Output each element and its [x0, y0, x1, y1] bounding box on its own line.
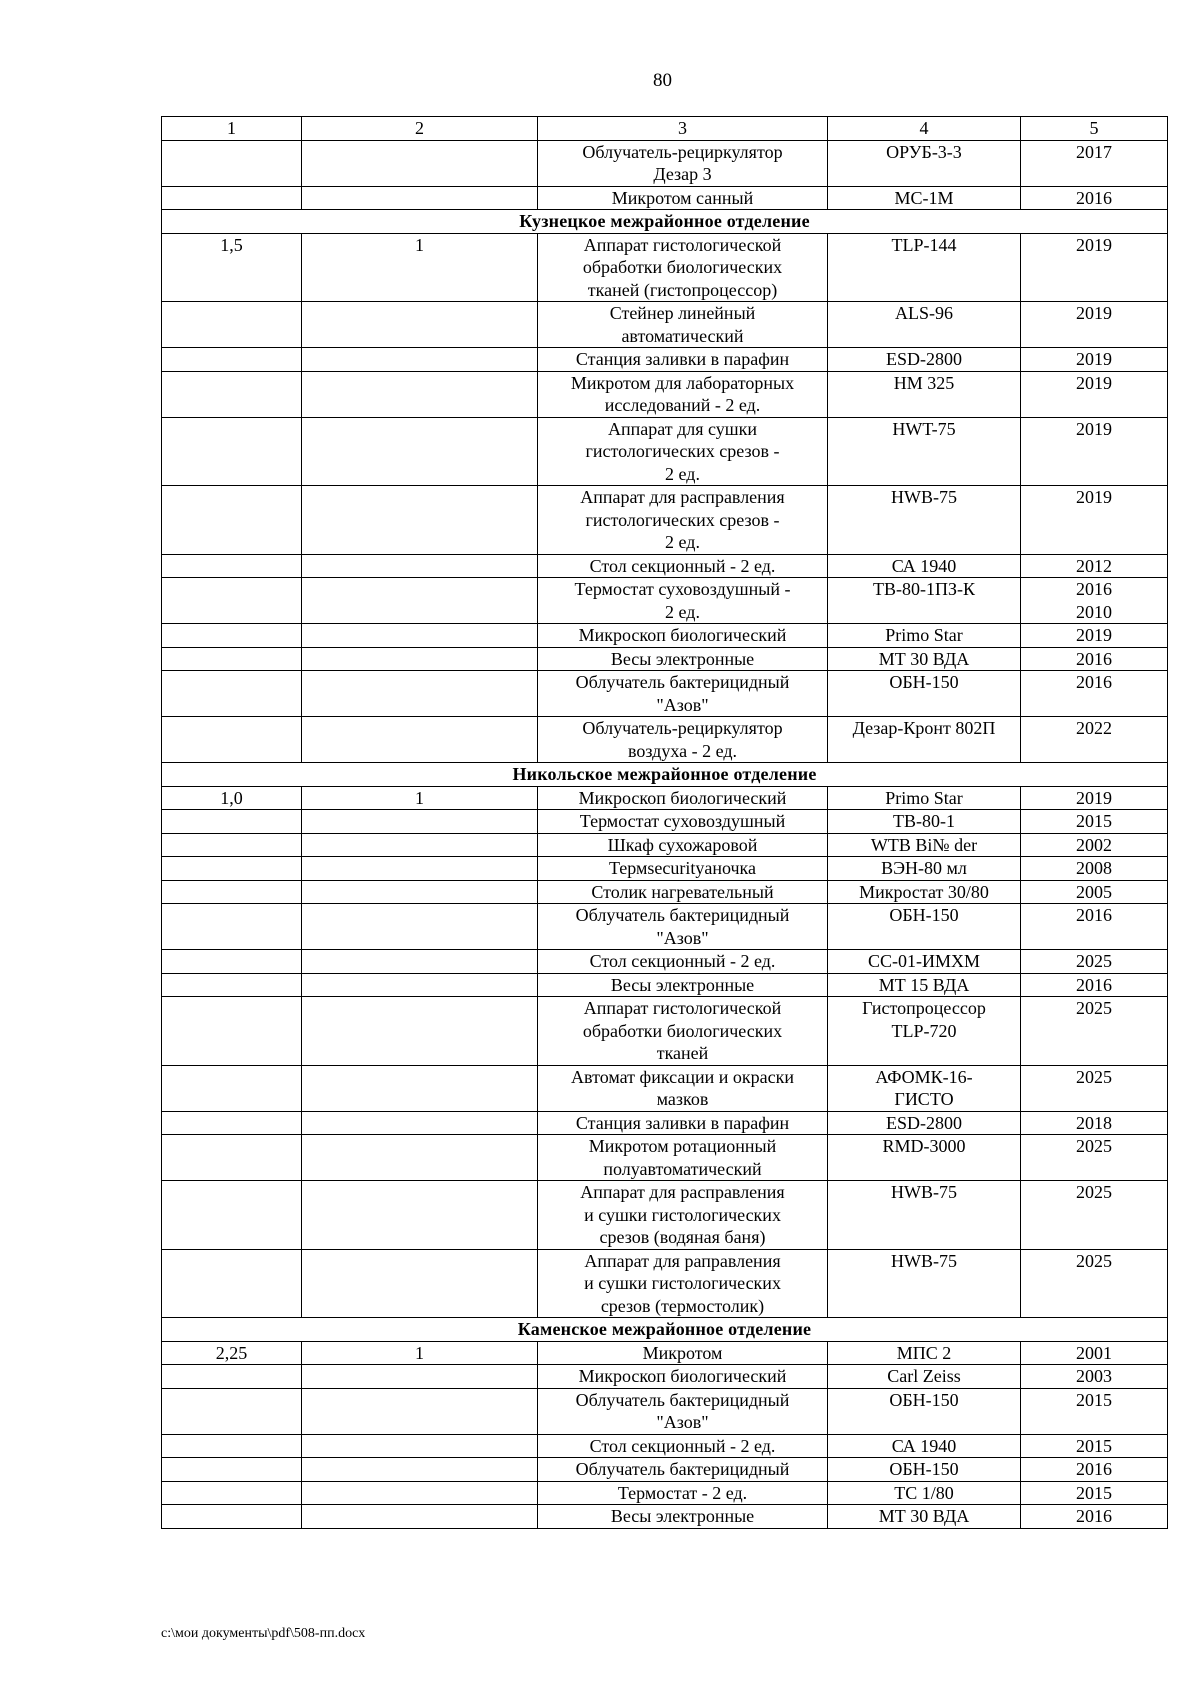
section-title: Кузнецкое межрайонное отделение — [162, 210, 1168, 234]
cell-rate — [162, 348, 302, 372]
cell-equipment-name: Аппарат для расправления и сушки гистологических срезов (водяная баня) — [538, 1181, 828, 1250]
cell-model: МТ 30 ВДА — [828, 1505, 1021, 1529]
cell-model: НМ 325 — [828, 371, 1021, 417]
table-row — [162, 717, 1168, 763]
cell-count — [302, 371, 538, 417]
cell-rate — [162, 973, 302, 997]
cell-count — [302, 1065, 538, 1111]
cell-model: АФОМК-16- ГИСТО — [828, 1065, 1021, 1111]
table-row — [162, 1388, 1168, 1434]
cell-rate — [162, 578, 302, 624]
table-row — [162, 186, 1168, 210]
page-number: 80 — [653, 70, 672, 91]
cell-model: ALS-96 — [828, 302, 1021, 348]
cell-equipment-name: Термостат - 2 ед. — [538, 1481, 828, 1505]
cell-model: МПС 2 — [828, 1341, 1021, 1365]
cell-year: 2016 2010 — [1021, 578, 1168, 624]
cell-year: 2016 — [1021, 647, 1168, 671]
cell-model: ESD-2800 — [828, 1111, 1021, 1135]
cell-year: 2016 — [1021, 671, 1168, 717]
table-row — [162, 973, 1168, 997]
cell-rate — [162, 1434, 302, 1458]
cell-count — [302, 717, 538, 763]
section-title: Каменское межрайонное отделение — [162, 1318, 1168, 1342]
cell-year: 2008 — [1021, 857, 1168, 881]
cell-model: HWT-75 — [828, 417, 1021, 486]
cell-model: ТВ-80-1 — [828, 810, 1021, 834]
cell-rate — [162, 857, 302, 881]
cell-rate — [162, 1065, 302, 1111]
cell-equipment-name: Микроскоп биологический — [538, 786, 828, 810]
table-row — [162, 417, 1168, 486]
cell-year: 2025 — [1021, 1135, 1168, 1181]
section-header-row — [162, 1318, 1168, 1342]
cell-rate — [162, 186, 302, 210]
cell-rate — [162, 904, 302, 950]
table-row — [162, 647, 1168, 671]
table-row — [162, 371, 1168, 417]
cell-count — [302, 486, 538, 555]
cell-equipment-name: Аппарат для раправления и сушки гистологических срезов (термостолик) — [538, 1249, 828, 1318]
cell-model: Carl Zeiss — [828, 1365, 1021, 1389]
cell-model: МТ 15 ВДА — [828, 973, 1021, 997]
table-row — [162, 833, 1168, 857]
cell-count — [302, 1458, 538, 1482]
cell-year: 2003 — [1021, 1365, 1168, 1389]
cell-equipment-name: Аппарат для расправления гистологических срезов - 2 ед. — [538, 486, 828, 555]
cell-year: 2016 — [1021, 904, 1168, 950]
cell-year: 2017 — [1021, 140, 1168, 186]
cell-equipment-name: Весы электронные — [538, 647, 828, 671]
cell-year: 2025 — [1021, 1181, 1168, 1250]
cell-rate — [162, 1505, 302, 1529]
cell-rate — [162, 1388, 302, 1434]
cell-rate — [162, 997, 302, 1066]
cell-year: 2016 — [1021, 1505, 1168, 1529]
cell-equipment-name: Термостат суховоздушный — [538, 810, 828, 834]
cell-count — [302, 810, 538, 834]
cell-rate — [162, 810, 302, 834]
cell-count — [302, 1481, 538, 1505]
cell-model: МС-1М — [828, 186, 1021, 210]
cell-year: 2012 — [1021, 554, 1168, 578]
cell-model: Микростат 30/80 — [828, 880, 1021, 904]
cell-year: 2025 — [1021, 997, 1168, 1066]
cell-rate — [162, 1135, 302, 1181]
cell-rate — [162, 140, 302, 186]
cell-rate — [162, 717, 302, 763]
cell-count — [302, 1249, 538, 1318]
cell-model: ОБН-150 — [828, 1458, 1021, 1482]
header-col-3: 3 — [538, 117, 828, 141]
cell-count — [302, 578, 538, 624]
cell-model: ВЭН-80 мл — [828, 857, 1021, 881]
table-row — [162, 486, 1168, 555]
table-row — [162, 554, 1168, 578]
cell-count — [302, 857, 538, 881]
cell-equipment-name: Весы электронные — [538, 1505, 828, 1529]
table-row — [162, 857, 1168, 881]
cell-rate — [162, 1181, 302, 1250]
cell-year: 2022 — [1021, 717, 1168, 763]
cell-count — [302, 647, 538, 671]
cell-count — [302, 671, 538, 717]
cell-equipment-name: Облучатель бактерицидный "Азов" — [538, 671, 828, 717]
cell-rate — [162, 624, 302, 648]
cell-equipment-name: Облучатель бактерицидный — [538, 1458, 828, 1482]
cell-year: 2019 — [1021, 302, 1168, 348]
cell-count — [302, 1135, 538, 1181]
cell-equipment-name: Облучатель бактерицидный "Азов" — [538, 1388, 828, 1434]
cell-year: 2001 — [1021, 1341, 1168, 1365]
cell-equipment-name: Аппарат гистологической обработки биологических тканей (гистопроцессор) — [538, 233, 828, 302]
cell-equipment-name: Облучатель-рециркулятор Дезар 3 — [538, 140, 828, 186]
cell-model: TLP-144 — [828, 233, 1021, 302]
cell-equipment-name: Микроскоп биологический — [538, 624, 828, 648]
cell-year: 2015 — [1021, 1434, 1168, 1458]
cell-model: Гистопроцессор TLP-720 — [828, 997, 1021, 1066]
cell-equipment-name: Стол секционный - 2 ед. — [538, 950, 828, 974]
table-row — [162, 810, 1168, 834]
cell-count — [302, 973, 538, 997]
cell-count — [302, 140, 538, 186]
table-row — [162, 578, 1168, 624]
cell-equipment-name: Микроскоп биологический — [538, 1365, 828, 1389]
cell-count: 1 — [302, 233, 538, 302]
cell-count — [302, 1434, 538, 1458]
cell-model: ТВ-80-1ПЗ-К — [828, 578, 1021, 624]
cell-rate — [162, 950, 302, 974]
cell-equipment-name: Стол секционный - 2 ед. — [538, 554, 828, 578]
cell-year: 2019 — [1021, 371, 1168, 417]
cell-equipment-name: Столик нагревательный — [538, 880, 828, 904]
cell-model: ESD-2800 — [828, 348, 1021, 372]
table-row — [162, 997, 1168, 1066]
cell-year: 2019 — [1021, 348, 1168, 372]
cell-equipment-name: Стол секционный - 2 ед. — [538, 1434, 828, 1458]
cell-count — [302, 554, 538, 578]
cell-model: ОБН-150 — [828, 904, 1021, 950]
cell-count — [302, 302, 538, 348]
cell-equipment-name: Аппарат для сушки гистологических срезов - 2 ед. — [538, 417, 828, 486]
cell-equipment-name: Микротом ротационный полуавтоматический — [538, 1135, 828, 1181]
cell-equipment-name: Станция заливки в парафин — [538, 1111, 828, 1135]
cell-year: 2019 — [1021, 786, 1168, 810]
section-title: Никольское межрайонное отделение — [162, 763, 1168, 787]
cell-model: HWB-75 — [828, 486, 1021, 555]
table-row — [162, 1065, 1168, 1111]
table-row — [162, 348, 1168, 372]
cell-rate — [162, 554, 302, 578]
table-row — [162, 1135, 1168, 1181]
cell-model: HWB-75 — [828, 1249, 1021, 1318]
cell-count — [302, 348, 538, 372]
table-row — [162, 880, 1168, 904]
cell-equipment-name: Стейнер линейный автоматический — [538, 302, 828, 348]
cell-year: 2016 — [1021, 186, 1168, 210]
cell-year: 2002 — [1021, 833, 1168, 857]
cell-rate — [162, 833, 302, 857]
cell-year: 2025 — [1021, 1065, 1168, 1111]
cell-equipment-name: Станция заливки в парафин — [538, 348, 828, 372]
table-body — [162, 140, 1168, 1528]
cell-model: WTB Bi№ der — [828, 833, 1021, 857]
equipment-table — [161, 116, 1168, 1529]
cell-count — [302, 997, 538, 1066]
cell-rate — [162, 371, 302, 417]
cell-rate — [162, 1458, 302, 1482]
cell-equipment-name: Облучатель-рециркулятор воздуха - 2 ед. — [538, 717, 828, 763]
header-col-5: 5 — [1021, 117, 1168, 141]
cell-rate — [162, 302, 302, 348]
cell-year: 2019 — [1021, 624, 1168, 648]
cell-year: 2015 — [1021, 1481, 1168, 1505]
cell-equipment-name: Термsecurityаночка — [538, 857, 828, 881]
section-header-row — [162, 210, 1168, 234]
cell-model: ОБН-150 — [828, 671, 1021, 717]
table-row — [162, 904, 1168, 950]
cell-equipment-name: Автомат фиксации и окраски мазков — [538, 1065, 828, 1111]
table-row — [162, 671, 1168, 717]
table-row — [162, 1434, 1168, 1458]
cell-count — [302, 880, 538, 904]
cell-count — [302, 1111, 538, 1135]
table-row — [162, 140, 1168, 186]
cell-rate — [162, 671, 302, 717]
cell-model: ТС 1/80 — [828, 1481, 1021, 1505]
cell-year: 2016 — [1021, 1458, 1168, 1482]
cell-rate — [162, 647, 302, 671]
cell-model: ОБН-150 — [828, 1388, 1021, 1434]
table-row — [162, 1341, 1168, 1365]
table-row — [162, 1365, 1168, 1389]
cell-equipment-name: Микротом — [538, 1341, 828, 1365]
cell-count — [302, 1181, 538, 1250]
cell-model: СА 1940 — [828, 1434, 1021, 1458]
table-row — [162, 624, 1168, 648]
table-row — [162, 1111, 1168, 1135]
table-header-row — [162, 117, 1168, 141]
header-col-1: 1 — [162, 117, 302, 141]
cell-equipment-name: Микротом санный — [538, 186, 828, 210]
cell-rate — [162, 1481, 302, 1505]
table-row — [162, 786, 1168, 810]
cell-count — [302, 904, 538, 950]
cell-equipment-name: Шкаф сухожаровой — [538, 833, 828, 857]
cell-equipment-name: Термостат суховоздушный - 2 ед. — [538, 578, 828, 624]
cell-model: Дезар-Кронт 802П — [828, 717, 1021, 763]
table-row — [162, 950, 1168, 974]
table-row — [162, 302, 1168, 348]
cell-rate: 1,0 — [162, 786, 302, 810]
cell-count — [302, 417, 538, 486]
cell-equipment-name: Аппарат гистологической обработки биологических тканей — [538, 997, 828, 1066]
cell-rate: 1,5 — [162, 233, 302, 302]
cell-year: 2025 — [1021, 950, 1168, 974]
cell-year: 2015 — [1021, 1388, 1168, 1434]
cell-model: ОРУБ-3-3 — [828, 140, 1021, 186]
cell-equipment-name: Микротом для лабораторных исследований - 2 ед. — [538, 371, 828, 417]
cell-rate — [162, 880, 302, 904]
cell-count: 1 — [302, 1341, 538, 1365]
cell-year: 2016 — [1021, 973, 1168, 997]
cell-year: 2025 — [1021, 1249, 1168, 1318]
footer-file-path: c:\мои документы\pdf\508-пп.docx — [161, 1626, 366, 1641]
cell-model: СС-01-ИМХМ — [828, 950, 1021, 974]
table-row — [162, 233, 1168, 302]
cell-model: RMD-3000 — [828, 1135, 1021, 1181]
cell-rate — [162, 1111, 302, 1135]
section-header-row — [162, 763, 1168, 787]
cell-equipment-name: Весы электронные — [538, 973, 828, 997]
header-col-2: 2 — [302, 117, 538, 141]
cell-rate — [162, 1249, 302, 1318]
cell-count — [302, 624, 538, 648]
cell-year: 2019 — [1021, 486, 1168, 555]
cell-model: СА 1940 — [828, 554, 1021, 578]
cell-year: 2018 — [1021, 1111, 1168, 1135]
header-col-4: 4 — [828, 117, 1021, 141]
cell-count — [302, 186, 538, 210]
cell-model: Primo Star — [828, 624, 1021, 648]
table-row — [162, 1249, 1168, 1318]
cell-count — [302, 950, 538, 974]
cell-rate — [162, 417, 302, 486]
cell-year: 2015 — [1021, 810, 1168, 834]
table-row — [162, 1458, 1168, 1482]
cell-count — [302, 1505, 538, 1529]
cell-count: 1 — [302, 786, 538, 810]
cell-year: 2019 — [1021, 417, 1168, 486]
cell-model: HWB-75 — [828, 1181, 1021, 1250]
table-row — [162, 1481, 1168, 1505]
cell-year: 2019 — [1021, 233, 1168, 302]
cell-model: Primo Star — [828, 786, 1021, 810]
cell-count — [302, 1365, 538, 1389]
cell-count — [302, 1388, 538, 1434]
table-row — [162, 1181, 1168, 1250]
cell-count — [302, 833, 538, 857]
table-row — [162, 1505, 1168, 1529]
cell-rate: 2,25 — [162, 1341, 302, 1365]
cell-rate — [162, 486, 302, 555]
cell-rate — [162, 1365, 302, 1389]
cell-model: МТ 30 ВДА — [828, 647, 1021, 671]
cell-year: 2005 — [1021, 880, 1168, 904]
cell-equipment-name: Облучатель бактерицидный "Азов" — [538, 904, 828, 950]
